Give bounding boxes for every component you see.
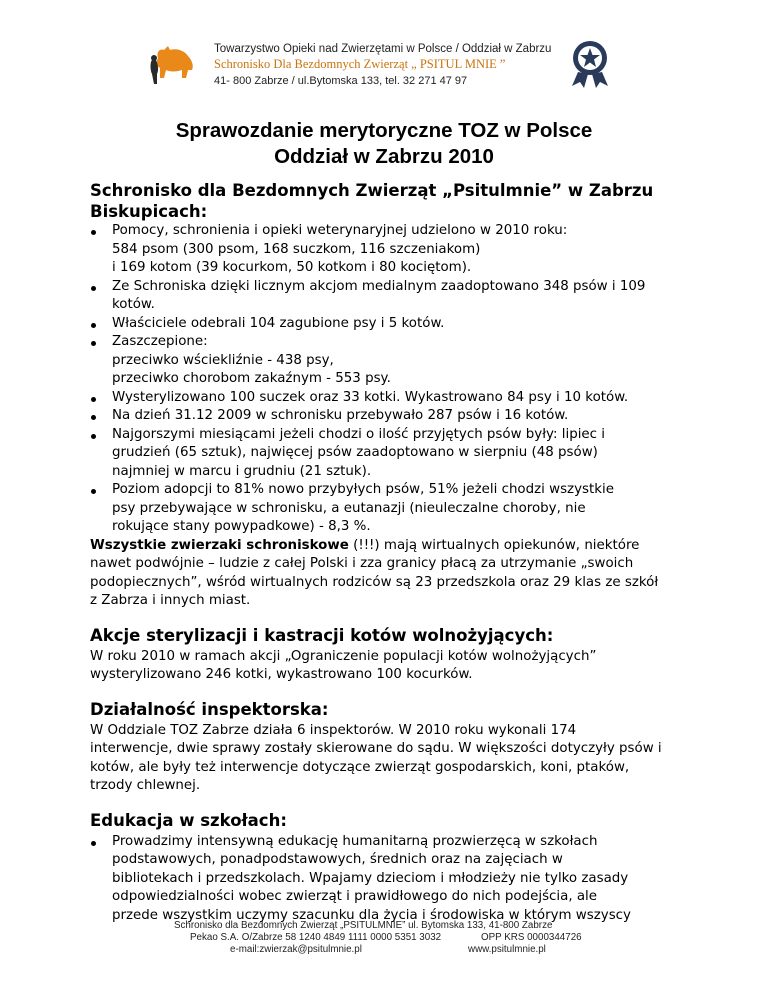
paragraph-text: (!!!) mają wirtualnych opiekunów, niektóre [348, 537, 640, 553]
section-shelter-heading-line2: Biskupicach: [90, 202, 208, 221]
footer-bank-account: Pekao S.A. O/Zabrze 58 1240 4849 1111 0000 5351 3032 [190, 932, 442, 943]
toz-emblem-icon [568, 38, 612, 92]
bullet-text: Prowadzimy intensywną edukację humanitarną prozwierzęcą w szkołach [112, 833, 598, 849]
bullet-text: Poziom adopcji to 81% nowo przybyłych psów, 51% jeżeli chodzi wszystkie [112, 482, 614, 497]
letterhead [148, 38, 608, 94]
bullet-text: Wysterylizowano 100 suczek oraz 33 kotki. Wykastrowano 84 psy i 10 kotów. [112, 389, 629, 405]
report-title [0, 118, 768, 170]
education-list [90, 833, 690, 926]
paragraph-text: podopiecznych”, wśród wirtualnych rodziców są 23 przedszkola oraz 29 klas ze szkół [90, 574, 659, 590]
shelter-stats-list [90, 222, 690, 537]
list-item [90, 833, 690, 926]
inspection-paragraph [90, 722, 690, 796]
virtual-guardians-paragraph [90, 537, 690, 611]
paragraph-text: z Zabrza i innych miast. [90, 593, 251, 608]
bullet-text: Pomocy, schronienia i opieki weterynaryjnej udzielono w 2010 roku: [112, 223, 568, 238]
bullet-text: kotów. [112, 297, 155, 312]
header-org-name: Towarzystwo Opieki nad Zwierzętami w Polsce / Oddział w Zabrzu [214, 43, 552, 55]
paragraph-text: W roku 2010 w ramach akcji „Ograniczenie populacji kotów wolnożyjących” [90, 648, 597, 664]
bold-phrase: Wszystkie zwierzaki schroniskowe [90, 537, 349, 553]
list-item [90, 389, 690, 408]
report-title-line1: Sprawozdanie merytoryczne TOZ w Polsce [175, 119, 593, 142]
list-item [90, 481, 690, 537]
header-shelter-name: Schronisko Dla Bezdomnych Zwierząt „ PSITUL MNIE ” [214, 57, 506, 71]
bullet-text: Najgorszymi miesiącami jeżeli chodzi o ilość przyjętych psów były: lipiec i [112, 426, 605, 442]
list-item [90, 407, 690, 426]
paragraph-text: interwencje, dwie sprawy zostały skierowane do sądu. W większości dotyczyły psów i [90, 741, 662, 756]
bullet-text: najmniej w marcu i grudniu (21 sztuk). [112, 463, 372, 479]
report-title-line2: Oddział w Zabrzu 2010 [274, 145, 494, 168]
dog-cat-logo-icon [148, 40, 198, 88]
bullet-text: grudzień (65 sztuk), najwięcej psów zaadoptowano w sierpniu (48 psów) [112, 445, 598, 460]
list-item [90, 222, 690, 278]
bullet-text: Na dzień 31.12 2009 w schronisku przebywało 287 psów i 16 kotów. [112, 408, 569, 423]
footer-email[interactable]: e-mail:zwierzak@psitulmnie.pl [230, 944, 362, 955]
bullet-text: i 169 kotom (39 kocurkom, 50 kotkom i 80 kociętom). [112, 260, 472, 275]
bullet-text: 584 psom (300 psom, 168 suczkom, 116 szczeniakom) [112, 241, 481, 257]
footer-website[interactable]: www.psitulmnie.pl [468, 944, 546, 955]
section-shelter-heading [90, 180, 690, 222]
paragraph-text: kotów, ale były też interwencje dotyczące zwierząt gospodarskich, koni, ptaków, [90, 759, 630, 775]
bullet-text: przeciwko wściekliźnie - 438 psy, [112, 352, 334, 368]
footer-krs: OPP KRS 0000344726 [481, 932, 582, 943]
bullet-text: podstawowych, ponadpodstawowych, średnich oraz na zajęciach w [112, 852, 563, 867]
section-inspection-heading: Działalność inspektorska: [90, 699, 329, 719]
list-item [90, 315, 690, 334]
bullet-text: przeciwko chorobom zakaźnym - 553 psy. [112, 371, 391, 386]
list-item [90, 333, 690, 389]
bullet-text: rokujące stany powypadkowe) - 8,3 %. [112, 519, 371, 534]
header-address: 41- 800 Zabrze / ul.Bytomska 133, tel. 32 271 47 97 [214, 75, 468, 87]
section-shelter-heading-line1: Schronisko dla Bezdomnych Zwierząt „Psitulmnie” w Zabrzu [90, 181, 654, 200]
bullet-text: Właściciele odebrali 104 zagubione psy i 5 kotów. [112, 315, 445, 331]
paragraph-text: trzody chlewnej. [90, 778, 201, 793]
paragraph-text: wysterylizowano 246 kotki, wykastrowano 100 kocurków. [90, 667, 473, 682]
bullet-text: Zaszczepione: [112, 334, 208, 349]
section-education-heading: Edukacja w szkołach: [90, 810, 287, 830]
list-item [90, 426, 690, 482]
sterilization-paragraph [90, 648, 690, 685]
section-sterilization-heading: Akcje sterylizacji i kastracji kotów wolnożyjących: [90, 625, 554, 645]
report-body [90, 180, 690, 925]
footer-address: Schronisko dla Bezdomnych Zwierząt „PSITULMNIE” ul. Bytomska 133, 41-800 Zabrze [174, 920, 553, 931]
bullet-text: Ze Schroniska dzięki licznym akcjom medialnym zaadoptowano 348 psów i 109 [112, 278, 646, 294]
paragraph-text: nawet podwójnie – ludzie z całej Polski i zza granicy płacą za utrzymanie „swoich [90, 556, 634, 571]
bullet-text: bibliotekach i przedszkolach. Wpajamy dzieciom i młodzieży nie tylko zasady [112, 870, 629, 886]
bullet-text: psy przebywające w schronisku, a eutanazji (nieuleczalne choroby, nie [112, 500, 586, 516]
bullet-text: odpowiedzialności wobec zwierząt i prawidłowego do nich podejścia, ale [112, 889, 598, 904]
bullet-text: przede wszystkim uczymy szacunku dla życia i środowiska w którym wszyscy [112, 907, 631, 923]
paragraph-text: W Oddziale TOZ Zabrze działa 6 inspektorów. W 2010 roku wykonali 174 [90, 722, 577, 738]
list-item [90, 278, 690, 315]
